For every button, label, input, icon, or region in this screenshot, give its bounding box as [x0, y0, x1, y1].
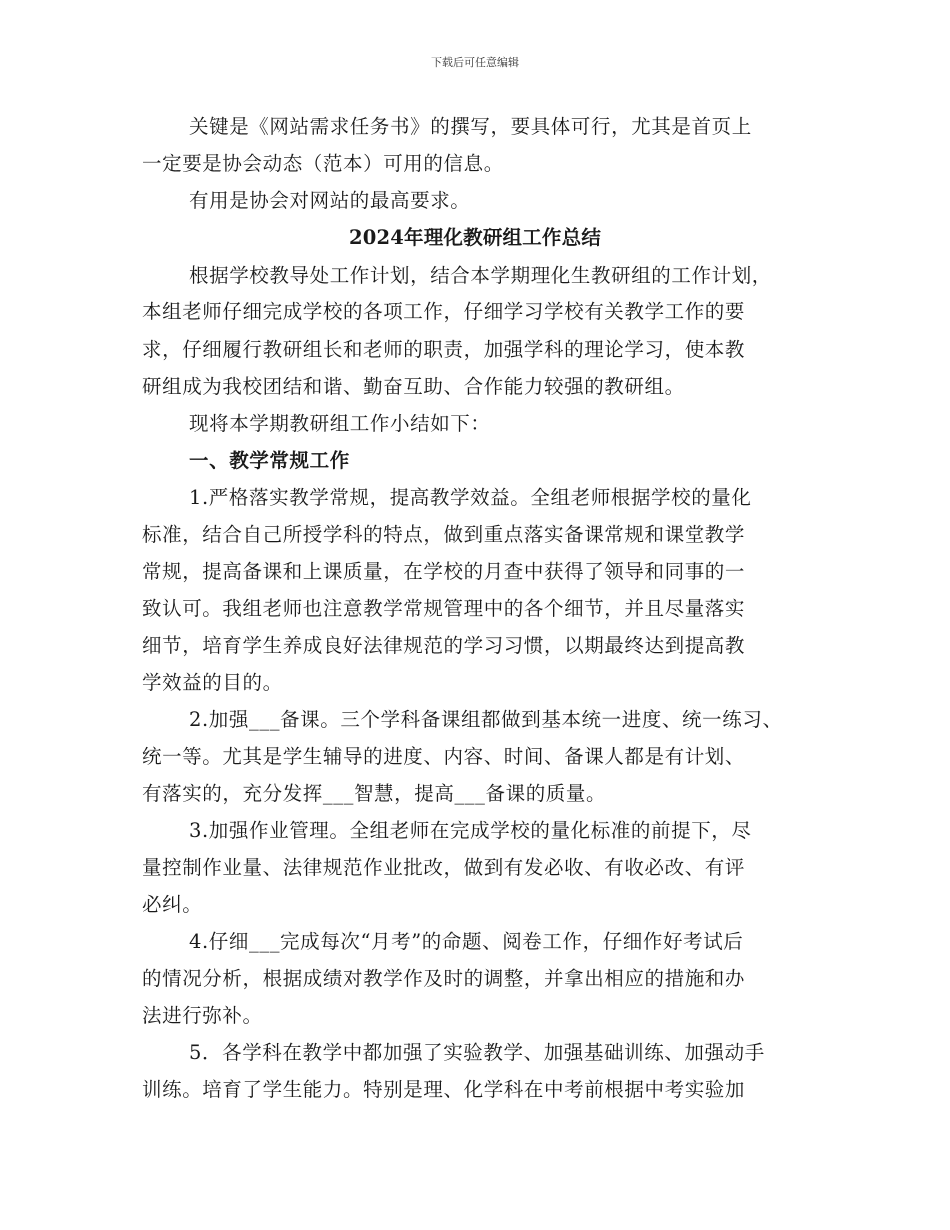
text-line: 现将本学期教研组工作小结如下：	[189, 412, 491, 435]
text-line: 有落实的，充分发挥___智慧，提高___备课的质量。	[142, 782, 607, 805]
text-line: 法进行弥补。	[142, 1004, 263, 1027]
text-line: 致认可。我组老师也注意教学常规管理中的各个细节，并且尽量落实	[142, 597, 746, 620]
document-title: 2024年理化教研组工作总结	[348, 226, 602, 249]
text-line: 5．各学科在教学中都加强了实验教学、加强基础训练、加强动手	[189, 1041, 765, 1064]
text-line: 研组成为我校团结和谐、勤奋互助、合作能力较强的教研组。	[142, 375, 685, 398]
text-line: 量控制作业量、法律规范作业批改，做到有发必收、有收必改、有评	[142, 856, 746, 879]
text-line: 细节，培育学生养成良好法律规范的学习习惯，以期最终达到提高教	[142, 634, 746, 657]
text-line: 统一等。尤其是学生辅导的进度、内容、时间、备课人都是有计划、	[142, 745, 746, 768]
text-line: 关键是《网站需求任务书》的撰写，要具体可行，尤其是首页上	[189, 115, 752, 138]
text-line: 1.严格落实教学常规，提高教学效益。全组老师根据学校的量化	[189, 486, 752, 509]
text-line: 标准，结合自己所授学科的特点，做到重点落实备课常规和课堂教学	[142, 523, 746, 546]
text-line: 必纠。	[142, 893, 203, 916]
text-line: 本组老师仔细完成学校的各项工作，仔细学习学校有关教学工作的要	[142, 300, 746, 323]
text-line: 的情况分析，根据成绩对教学作及时的调整，并拿出相应的措施和办	[142, 967, 746, 990]
section-heading: 一、教学常规工作	[189, 449, 350, 472]
text-line: 学效益的目的。	[142, 671, 283, 694]
text-line: 3.加强作业管理。全组老师在完成学校的量化标准的前提下，尽	[189, 819, 752, 842]
text-line: 有用是协会对网站的最高要求。	[189, 189, 471, 212]
page-header: 下载后可任意编辑	[431, 56, 519, 69]
text-line: 根据学校教导处工作计划，结合本学期理化生教研组的工作计划，	[189, 264, 772, 287]
text-line: 4.仔细___完成每次“月考”的命题、阅卷工作，仔细作好考试后	[189, 930, 744, 953]
text-line: 求，仔细履行教研组长和老师的职责，加强学科的理论学习，使本教	[142, 338, 746, 361]
text-line: 一定要是协会动态（范本）可用的信息。	[142, 152, 504, 175]
text-line: 2.加强___备课。三个学科备课组都做到基本统一进度、统一练习、	[189, 708, 783, 731]
text-line: 训练。培育了学生能力。特别是理、化学科在中考前根据中考实验加	[142, 1078, 746, 1101]
text-line: 常规，提高备课和上课质量，在学校的月查中获得了领导和同事的一	[142, 560, 746, 583]
